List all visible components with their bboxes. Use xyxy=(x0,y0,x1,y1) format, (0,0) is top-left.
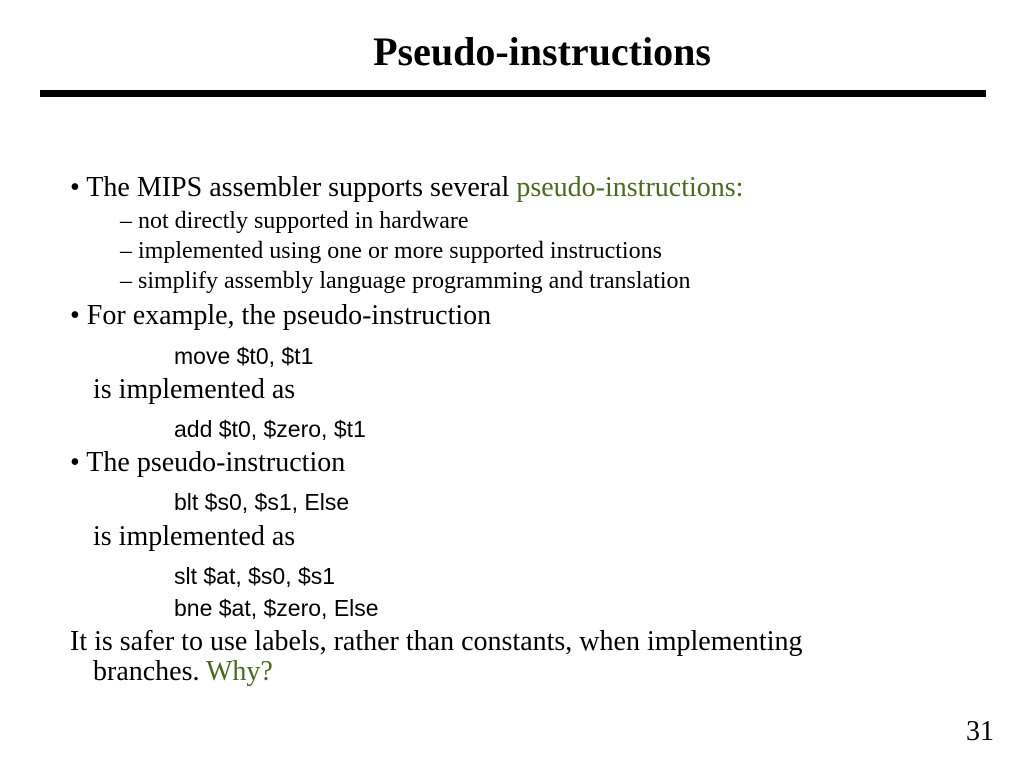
bullet-assembler xyxy=(70,172,743,204)
note-line-2 xyxy=(93,656,273,688)
implemented-as-2: is implemented as xyxy=(93,521,296,552)
bullet-for-example: • For example, the pseudo-instruction xyxy=(70,300,492,331)
code-add: add $t0, $zero, $t1 xyxy=(174,416,366,442)
page-number: 31 xyxy=(966,716,994,747)
slide-title-text: Pseudo-instructions xyxy=(373,29,711,74)
note-line-1: It is safer to use labels, rather than constants, when implementing xyxy=(70,626,803,657)
code-blt: blt $s0, $s1, Else xyxy=(174,489,350,515)
code-move: move $t0, $t1 xyxy=(174,343,314,369)
subitem-not-supported: – not directly supported in hardware xyxy=(120,208,469,234)
bullet-pseudo-instruction: • The pseudo-instruction xyxy=(70,447,346,478)
why-highlight: Why? xyxy=(206,656,273,687)
subitem-simplify: – simplify assembly language programming and translation xyxy=(120,268,691,294)
pseudo-instructions-highlight: pseudo-instructions: xyxy=(516,172,744,203)
bullet-assembler-text: • The MIPS assembler supports several xyxy=(70,172,517,203)
note-branches-text: branches. xyxy=(93,656,206,687)
title-divider xyxy=(40,90,986,97)
implemented-as-1: is implemented as xyxy=(93,374,296,405)
code-bne: bne $at, $zero, Else xyxy=(174,595,379,621)
slide-title xyxy=(0,26,1024,78)
code-slt: slt $at, $s0, $s1 xyxy=(174,563,336,589)
subitem-implemented: – implemented using one or more supported instructions xyxy=(120,238,662,264)
